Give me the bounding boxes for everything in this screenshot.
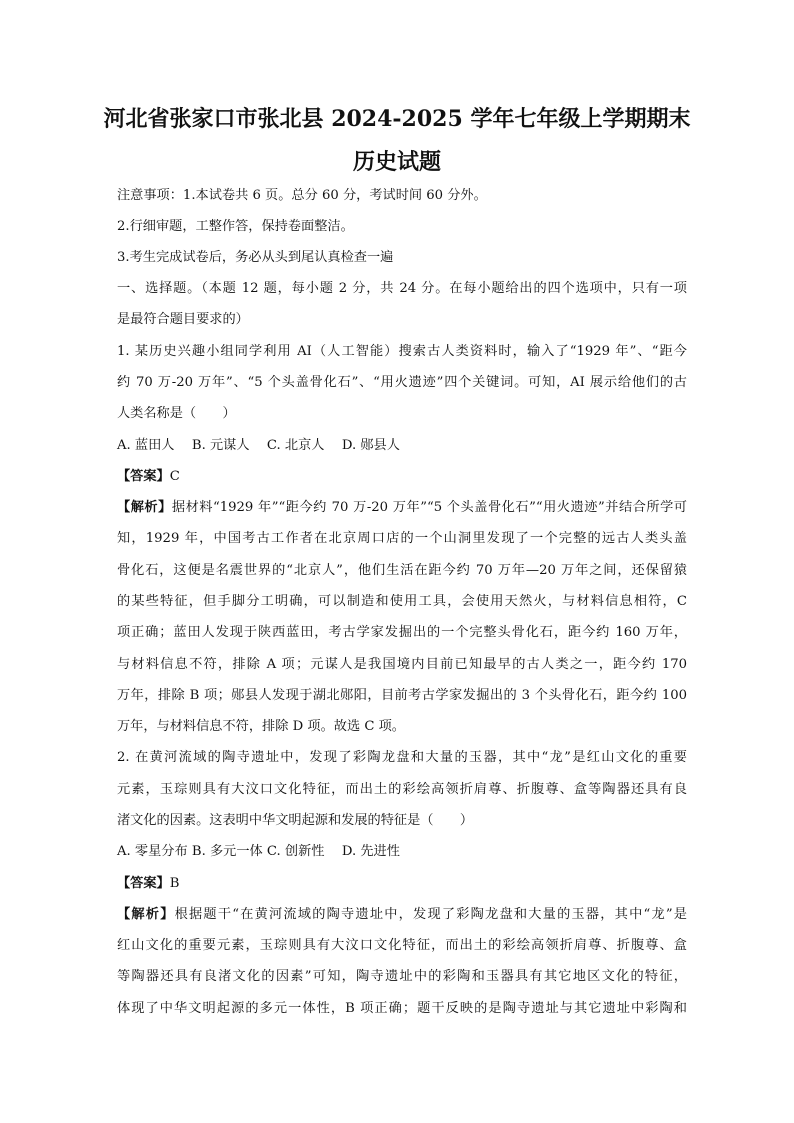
q2-option-b: B. 多元一体 [191, 844, 263, 859]
exam-title: 河北省张家口市张北县 2024-2025 学年七年级上学期期末 [103, 106, 691, 132]
q1-analysis-line [117, 499, 687, 517]
q1-option-d: D. 郧县人 [341, 438, 400, 453]
q1-option-b: B. 元谋人 [191, 438, 250, 453]
q1-stem-line: 约 70 万-20 万年”、“5 个头盖骨化石”、“用火遗迹”四个关键词。可知，AI 展示给他们的古 [117, 375, 687, 390]
analysis-label: 【解析】 [117, 907, 175, 922]
answer-label: 【答案】 [117, 876, 170, 891]
q1-option-a: A. 蓝田人 [117, 438, 175, 453]
q1-analysis-line: 与材料信息不符，排除 A 项；元谋人是我国境内目前已知最早的古人类之一，距今约 170 [117, 657, 687, 672]
q1-analysis-line: 万年，与材料信息不符，排除 D 项。故选 C 项。 [117, 719, 405, 734]
q1-stem-line: 人类名称是（ ） [117, 406, 236, 421]
q1-analysis-line: 项正确；蓝田人发现于陕西蓝田，考古学家发掘出的一个完整头骨化石，距今约 160 万年， [117, 625, 687, 640]
q1-answer [117, 468, 687, 486]
q2-analysis-line: 体现了中华文明起源的多元一体性，B 项正确；题干反映的是陶寺遗址与其它遗址中彩陶和 [117, 1001, 687, 1016]
section-heading-cont: 是最符合题目要求的） [117, 312, 249, 327]
section-heading: 一、选择题。（本题 12 题，每小题 2 分，共 24 分。在每小题给出的四个选项中，只有一项 [117, 281, 687, 296]
q2-stem-line: 2. 在黄河流域的陶寺遗址中，发现了彩陶龙盘和大量的玉器，其中“龙”是红山文化的重要 [117, 750, 687, 765]
note-1: 注意事项：1.本试卷共 6 页。总分 60 分，考试时间 60 分外。 [117, 188, 487, 203]
note-3: 3.考生完成试卷后，务必从头到尾认真检查一遍 [117, 250, 394, 265]
q2-answer [117, 875, 687, 893]
q2-stem-line: 元素，玉琮则具有大汶口文化特征，而出土的彩绘高领折肩尊、折腹尊、盒等陶器还具有良 [117, 782, 687, 797]
q2-options [117, 843, 687, 861]
note-2: 2.行细审题，工整作答，保持卷面整洁。 [117, 219, 354, 234]
q2-analysis-line [117, 906, 687, 924]
answer-value: B [169, 876, 180, 891]
q1-options [117, 437, 687, 455]
q1-analysis-line: 骨化石，这便是名震世界的“北京人”，他们生活在距今约 70 万年—20 万年之间，还保留猿 [117, 563, 687, 578]
q1-analysis-line: 万年，排除 B 项；郧县人发现于湖北郧阳，目前考古学家发掘出的 3 个头骨化石，距今约 100 [117, 688, 687, 703]
answer-value: C [169, 469, 180, 484]
analysis-text: 根据题干“在黄河流域的陶寺遗址中，发现了彩陶龙盘和大量的玉器，其中“龙”是 [174, 907, 687, 922]
q2-analysis-line: 红山文化的重要元素，玉琮则具有大汶口文化特征，而出土的彩绘高领折肩尊、折腹尊、盒 [117, 938, 687, 953]
q1-analysis-line: 的某些特征，但手脚分工明确，可以制造和使用工具，会使用天然火，与材料信息相符，C [117, 594, 687, 609]
exam-subtitle: 历史试题 [352, 149, 441, 175]
q1-stem-line: 1. 某历史兴趣小组同学利用 AI（人工智能）搜索古人类资料时，输入了“1929 年”、“距今 [117, 344, 687, 359]
q2-analysis-line: 等陶器还具有良渚文化的因素”可知，陶寺遗址中的彩陶和玉器具有其它地区文化的特征， [117, 969, 687, 984]
answer-label: 【答案】 [117, 469, 170, 484]
analysis-text: 据材料“1929 年”“距今约 70 万-20 万年”“5 个头盖骨化石”“用火遗迹”并结合所学可 [171, 500, 687, 515]
q2-option-d: D. 先进性 [341, 844, 400, 859]
q2-stem-line: 渚文化的因素。这表明中华文明起源和发展的特征是（ ） [117, 813, 474, 828]
analysis-label: 【解析】 [117, 500, 172, 515]
q1-option-c: C. 北京人 [266, 438, 325, 453]
q2-option-a: A. 零星分布 [117, 844, 188, 859]
q1-analysis-line: 知，1929 年，中国考古工作者在北京周口店的一个山洞里发现了一个完整的远古人类头盖 [117, 531, 687, 546]
q2-option-c: C. 创新性 [266, 844, 325, 859]
